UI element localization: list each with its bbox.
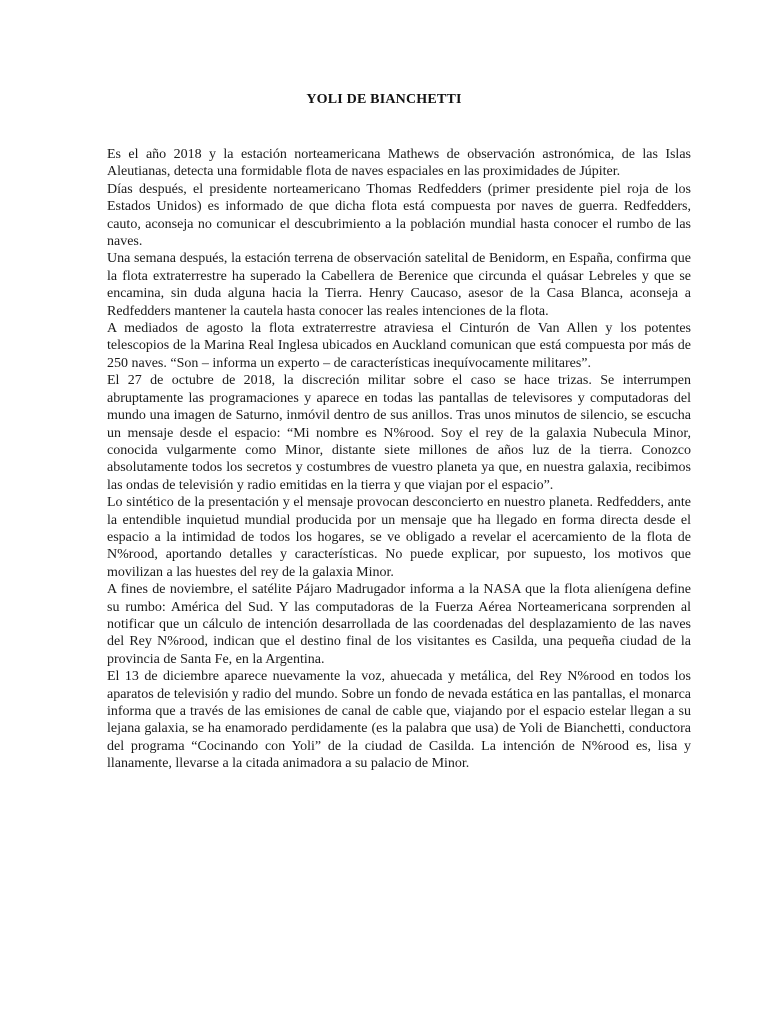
document-title: YOLI DE BIANCHETTI xyxy=(306,92,462,107)
paragraph-3: Una semana después, la estación terrena de observación satelital de Benidorm, en España, confirma que la flota extraterrestre ha superado la Cabellera de Berenice que circunda el quásar Lebreles y que se encamina, sin duda alguna hacia la Tierra. Henry Caucaso, asesor de la Casa Blanca, aconseja a Redfedders mantener la cautela hasta conocer las reales intenciones de la flota. xyxy=(107,251,691,319)
paragraph-7: A fines de noviembre, el satélite Pájaro Madrugador informa a la NASA que la flota alienígena define su rumbo: América del Sud. Y las computadoras de la Fuerza Aérea Norteamericana sorprenden al notificar que un cálculo de intención desarrollada de las coordenadas del desplazamiento de las naves del Rey N%rood, indican que el destino final de los visitantes es Casilda, una pequeña ciudad de la provincia de Santa Fe, en la Argentina. xyxy=(107,582,691,667)
paragraph-2: Días después, el presidente norteamericano Thomas Redfedders (primer presidente piel roja de los Estados Unidos) es informado de que dicha flota está compuesta por naves de guerra. Redfedders, cauto, aconseja no comunicar el descubrimiento a la población mundial hasta conocer el rumbo de las naves. xyxy=(107,181,691,250)
document-body xyxy=(107,146,691,773)
paragraph-6: Lo sintético de la presentación y el mensaje provocan desconcierto en nuestro planeta. Redfedders, ante la entendible inquietud mundial producida por un mensaje que ha llegado en forma directa desde el espacio a la intimidad de todos los hogares, se ve obligado a revelar el acercamiento de la flota de N%rood, aportando detalles y características. No puede explicar, por supuesto, los motivos que movilizan a las huestes del rey de la galaxia Minor. xyxy=(107,495,691,580)
paragraph-4: A mediados de agosto la flota extraterrestre atraviesa el Cinturón de Van Allen y los potentes telescopios de la Marina Real Inglesa ubicados en Auckland comunican que está compuesta por más de 250 naves. “Son – informa un experto – de características inequívocamente militares”. xyxy=(107,321,691,371)
paragraph-5: El 27 de octubre de 2018, la discreción militar sobre el caso se hace trizas. Se interrumpen abruptamente las programaciones y aparece en todas las pantallas de televisores y computadoras del mundo una imagen de Saturno, inmóvil dentro de sus anillos. Tras unos minutos de silencio, se escucha un mensaje desde el espacio: “Mi nombre es N%rood. Soy el rey de la galaxia Nubecula Minor, conocida vulgarmente como Minor, distante siete millones de años luz de la tierra. Conozco absolutamente todos los secretos y costumbres de vuestro planeta ya que, en nuestra galaxia, recibimos las ondas de televisión y radio emitidas en la tierra y que viajan por el espacio”. xyxy=(107,373,691,493)
paragraph-1: Es el año 2018 y la estación norteamericana Mathews de observación astronómica, de las Islas Aleutianas, detecta una formidable flota de naves espaciales en las proximidades de Júpiter. xyxy=(107,147,691,180)
paragraph-8: El 13 de diciembre aparece nuevamente la voz, ahuecada y metálica, del Rey N%rood en todos los aparatos de televisión y radio del mundo. Sobre un fondo de nevada estática en las pantallas, el monarca informa que a través de las emisiones de canal de cable que, viajando por el espacio estelar llegan a su lejana galaxia, se ha enamorado perdidamente (es la palabra que usa) de Yoli de Bianchetti, conductora del programa “Cocinando con Yoli” de la ciudad de Casilda. La intención de N%rood es, lisa y llanamente, llevarse a la citada animadora a su palacio de Minor. xyxy=(107,669,691,772)
